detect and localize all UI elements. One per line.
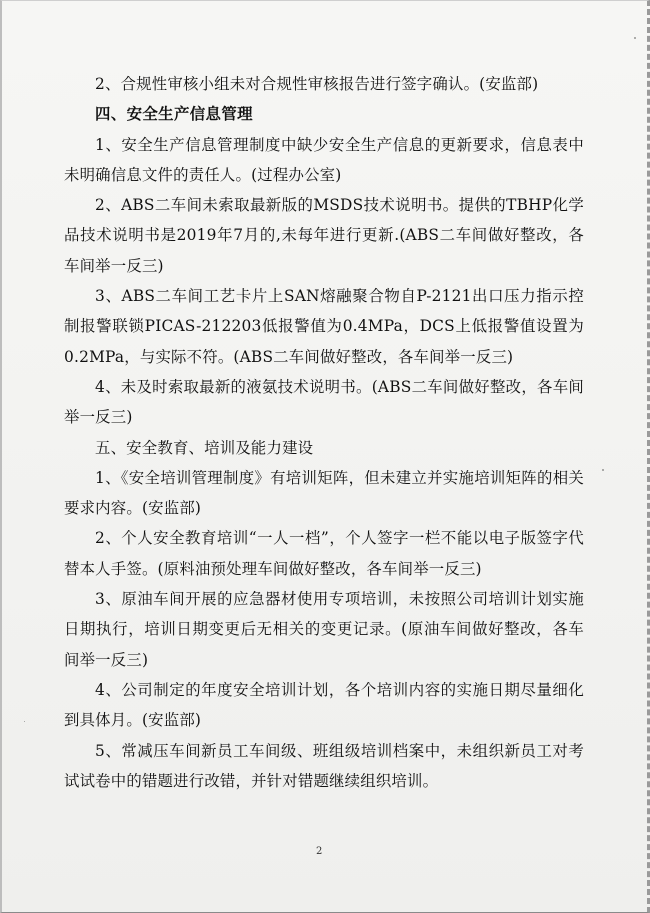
paragraph-training-2: 2、个人安全教育培训“一人一档”，个人签字一栏不能以电子版签字代替本人手签。(原料油预处理车间做好整改，各车间举一反三) <box>64 529 584 578</box>
paragraph-training-3: 3、原油车间开展的应急器材使用专项培训，未按照公司培训计划实施日期执行，培训日期变更后无相关的变更记录。(原油车间做好整改，各车间举一反三) <box>64 590 584 669</box>
paragraph-info-management-4: 4、未及时索取最新的液氨技术说明书。(ABS二车间做好整改，各车间举一反三) <box>64 377 584 427</box>
scan-speck <box>602 469 604 471</box>
scan-speck <box>24 721 25 722</box>
document-body <box>64 69 584 796</box>
paragraph-training-5: 5、常减压车间新员工车间级、班组级培训档案中，未组织新员工对考试试卷中的错题进行改错，并针对错题继续组织培训。 <box>64 741 584 790</box>
scan-speck <box>634 37 636 39</box>
paragraph-info-management-3: 3、ABS二车间工艺卡片上SAN熔融聚合物自P-2121出口压力指示控制报警联锁PICAS-212203低报警值为0.4MPa，DCS上低报警值设置为0.2MPa，与实际不符。(ABS二车间做好整改，各车间举一反三) <box>64 287 584 366</box>
paragraph-info-management-1: 1、安全生产信息管理制度中缺少安全生产信息的更新要求，信息表中未明确信息文件的责任人。(过程办公室) <box>64 135 584 184</box>
section-heading-training: 五、安全教育、培训及能力建设 <box>95 438 314 457</box>
paragraph-info-management-2: 2、ABS二车间未索取最新版的MSDS技术说明书。提供的TBHP化学品技术说明书是2019年7月的,未每年进行更新.(ABS二车间做好整改，各车间举一反三) <box>64 196 584 275</box>
page-number: 2 <box>316 846 323 857</box>
paragraph-training-1: 1、《安全培训管理制度》有培训矩阵，但未建立并实施培训矩阵的相关要求内容。(安监部) <box>64 468 584 518</box>
paragraph-training-4: 4、公司制定的年度安全培训计划，各个培训内容的实施日期尽量细化到具体月。(安监部) <box>64 680 584 730</box>
paragraph-2-compliance-signature: 2、合规性审核小组未对合规性审核报告进行签字确认。(安监部) <box>95 75 539 93</box>
section-heading-safety-info-management: 四、安全生产信息管理 <box>95 105 253 124</box>
